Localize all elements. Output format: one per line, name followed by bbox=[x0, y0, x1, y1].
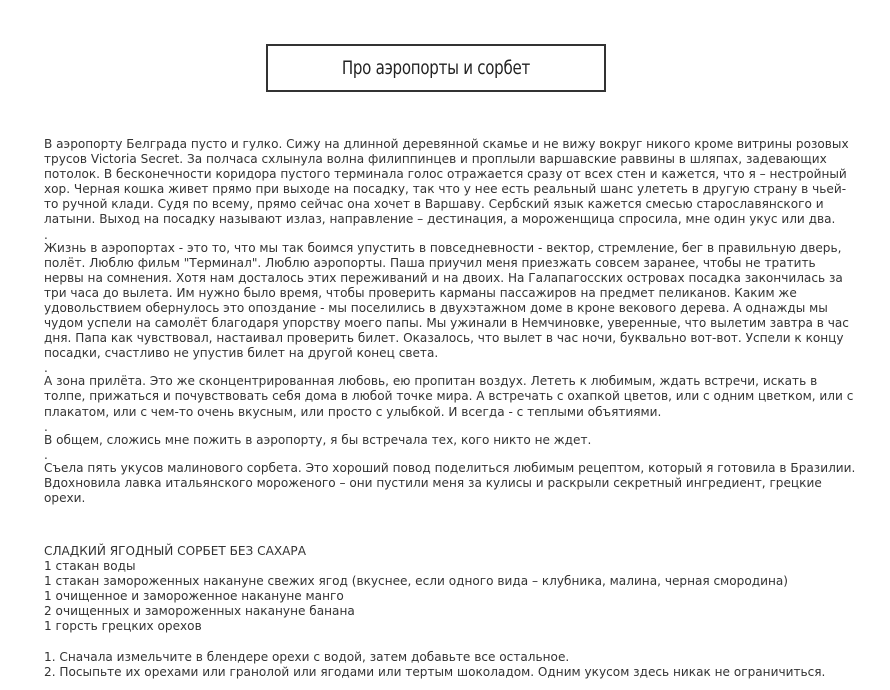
ingredient-item: 1 горсть грецких орехов bbox=[44, 619, 202, 634]
separator-dot: . bbox=[44, 361, 48, 376]
recipe-step: 1. Сначала измельчите в блендере орехи с водой, затем добавьте все остальное. bbox=[44, 649, 570, 664]
text-line: потолок. В бесконечности коридора пустого терминала голос отражается сразу от всех стен и кажется, что я – нестройный bbox=[44, 167, 847, 182]
text-line: три часа до вылета. Им нужно было время, чтобы проверить карманы пассажиров на предмет пеликанов. Каким же bbox=[44, 285, 797, 300]
text-line: Вдохновила лавка итальянского мороженого – они пустили меня за кулисы и раскрыли секретный ингредиент, грецкие bbox=[44, 475, 822, 490]
paragraph-1 bbox=[44, 137, 849, 228]
text-line: толпе, прижаться и почувствовать себя дома в любой точке мира. А встречать с охапкой цветов, или с одним цветком, или с bbox=[44, 389, 854, 404]
page-title: Про аэропорты и сорбет bbox=[341, 57, 531, 79]
text-line: хор. Черная кошка живет прямо при выходе на посадку, так что у нее есть реальный шанс улететь в другую страну в чьей- bbox=[44, 182, 847, 197]
recipe-steps bbox=[44, 650, 844, 680]
paragraph-5 bbox=[44, 460, 856, 506]
text-line: плакатом, или с чем-то очень вкусным, или просто с улыбкой. И всегда - с теплыми объятиями. bbox=[44, 404, 662, 419]
text-line: трусов Victoria Secret. За полчаса схлынула волна филиппинцев и проплыли варшавские раввины в шляпах, задевающих bbox=[44, 152, 827, 167]
spacer bbox=[44, 635, 844, 650]
ingredient-item: 1 очищенное и замороженное накануне манго bbox=[44, 589, 344, 604]
recipe-step: 2. Посыпьте их орехами или гранолой или ягодами или тертым шоколадом. Одним укусом здесь никак не ограничиться. bbox=[44, 664, 826, 679]
text-line: Съела пять укусов малинового сорбета. Это хороший повод поделиться любимым рецептом, который я готовила в Бразилии. bbox=[44, 460, 856, 475]
text-line: латыни. Выход на посадку называют излаз, направление – дестинация, а мороженщица спросила, мне один укус или два. bbox=[44, 212, 836, 227]
text-line: дня. Папа как чувствовал, настаивал проверить билет. Оказалось, что вылет в час ночи, буквально вот-вот. Успели к концу bbox=[44, 331, 844, 346]
text-line: нервы на сомнения. Хотя нам досталось этих переживаний и на двоих. На Галапагосских островах посадка закончилась за bbox=[44, 270, 843, 285]
recipe-heading: СЛАДКИЙ ЯГОДНЫЙ СОРБЕТ БЕЗ САХАРА bbox=[44, 543, 306, 558]
article-body bbox=[44, 137, 856, 680]
text-line: А зона прилёта. Это же сконцентрированная любовь, ею пропитан воздух. Лететь к любимым, ждать встречи, искать в bbox=[44, 374, 818, 389]
separator-dot: . bbox=[44, 447, 48, 462]
title-box bbox=[266, 44, 606, 92]
text-line: чудом успели на самолёт благодаря упорству моего папы. Мы ужинали в Немчиновке, уверенные, что вылетим завтра в час bbox=[44, 316, 849, 331]
text-line: удовольствием обернулось это опоздание - мы поселились в двухэтажном доме в кроне векового дерева. А однажды мы bbox=[44, 300, 828, 315]
separator-dot: . bbox=[44, 227, 48, 242]
paragraph-3 bbox=[44, 374, 854, 419]
text-line: полёт. Люблю фильм "Терминал". Люблю аэропорты. Паша приучил меня приезжать совсем заранее, чтобы не тратить bbox=[44, 255, 816, 270]
paragraph-2 bbox=[44, 240, 849, 362]
recipe-block bbox=[44, 544, 844, 635]
text-line: то ручной клади. Судя по всему, прямо сейчас она хочет в Варшаву. Сербский язык кажется смесью старославянского и bbox=[44, 197, 824, 212]
text-line: орехи. bbox=[44, 490, 86, 505]
text-line: Жизнь в аэропортах - это то, что мы так боимся упустить в повседневности - вектор, стремление, бег в правильную дверь, bbox=[44, 240, 842, 255]
ingredient-item: 1 стакан воды bbox=[44, 559, 136, 574]
text-line: В аэропорту Белграда пусто и гулко. Сижу на длинной деревянной скамье и не вижу вокруг никого кроме витрины розовых bbox=[44, 137, 849, 151]
text-line: посадки, счастливо не упустив билет на другой конец света. bbox=[44, 346, 439, 361]
separator-dot: . bbox=[44, 419, 48, 434]
ingredient-item: 2 очищенных и замороженных накануне банана bbox=[44, 604, 355, 619]
text-line: В общем, сложись мне пожить в аэропорту, я бы встречала тех, кого никто не ждет. bbox=[44, 432, 592, 447]
spacer bbox=[44, 506, 844, 544]
paragraph-4 bbox=[44, 433, 844, 448]
ingredient-item: 1 стакан замороженных накануне свежих ягод (вкуснее, если одного вида – клубника, малина, черная смородина) bbox=[44, 574, 789, 589]
